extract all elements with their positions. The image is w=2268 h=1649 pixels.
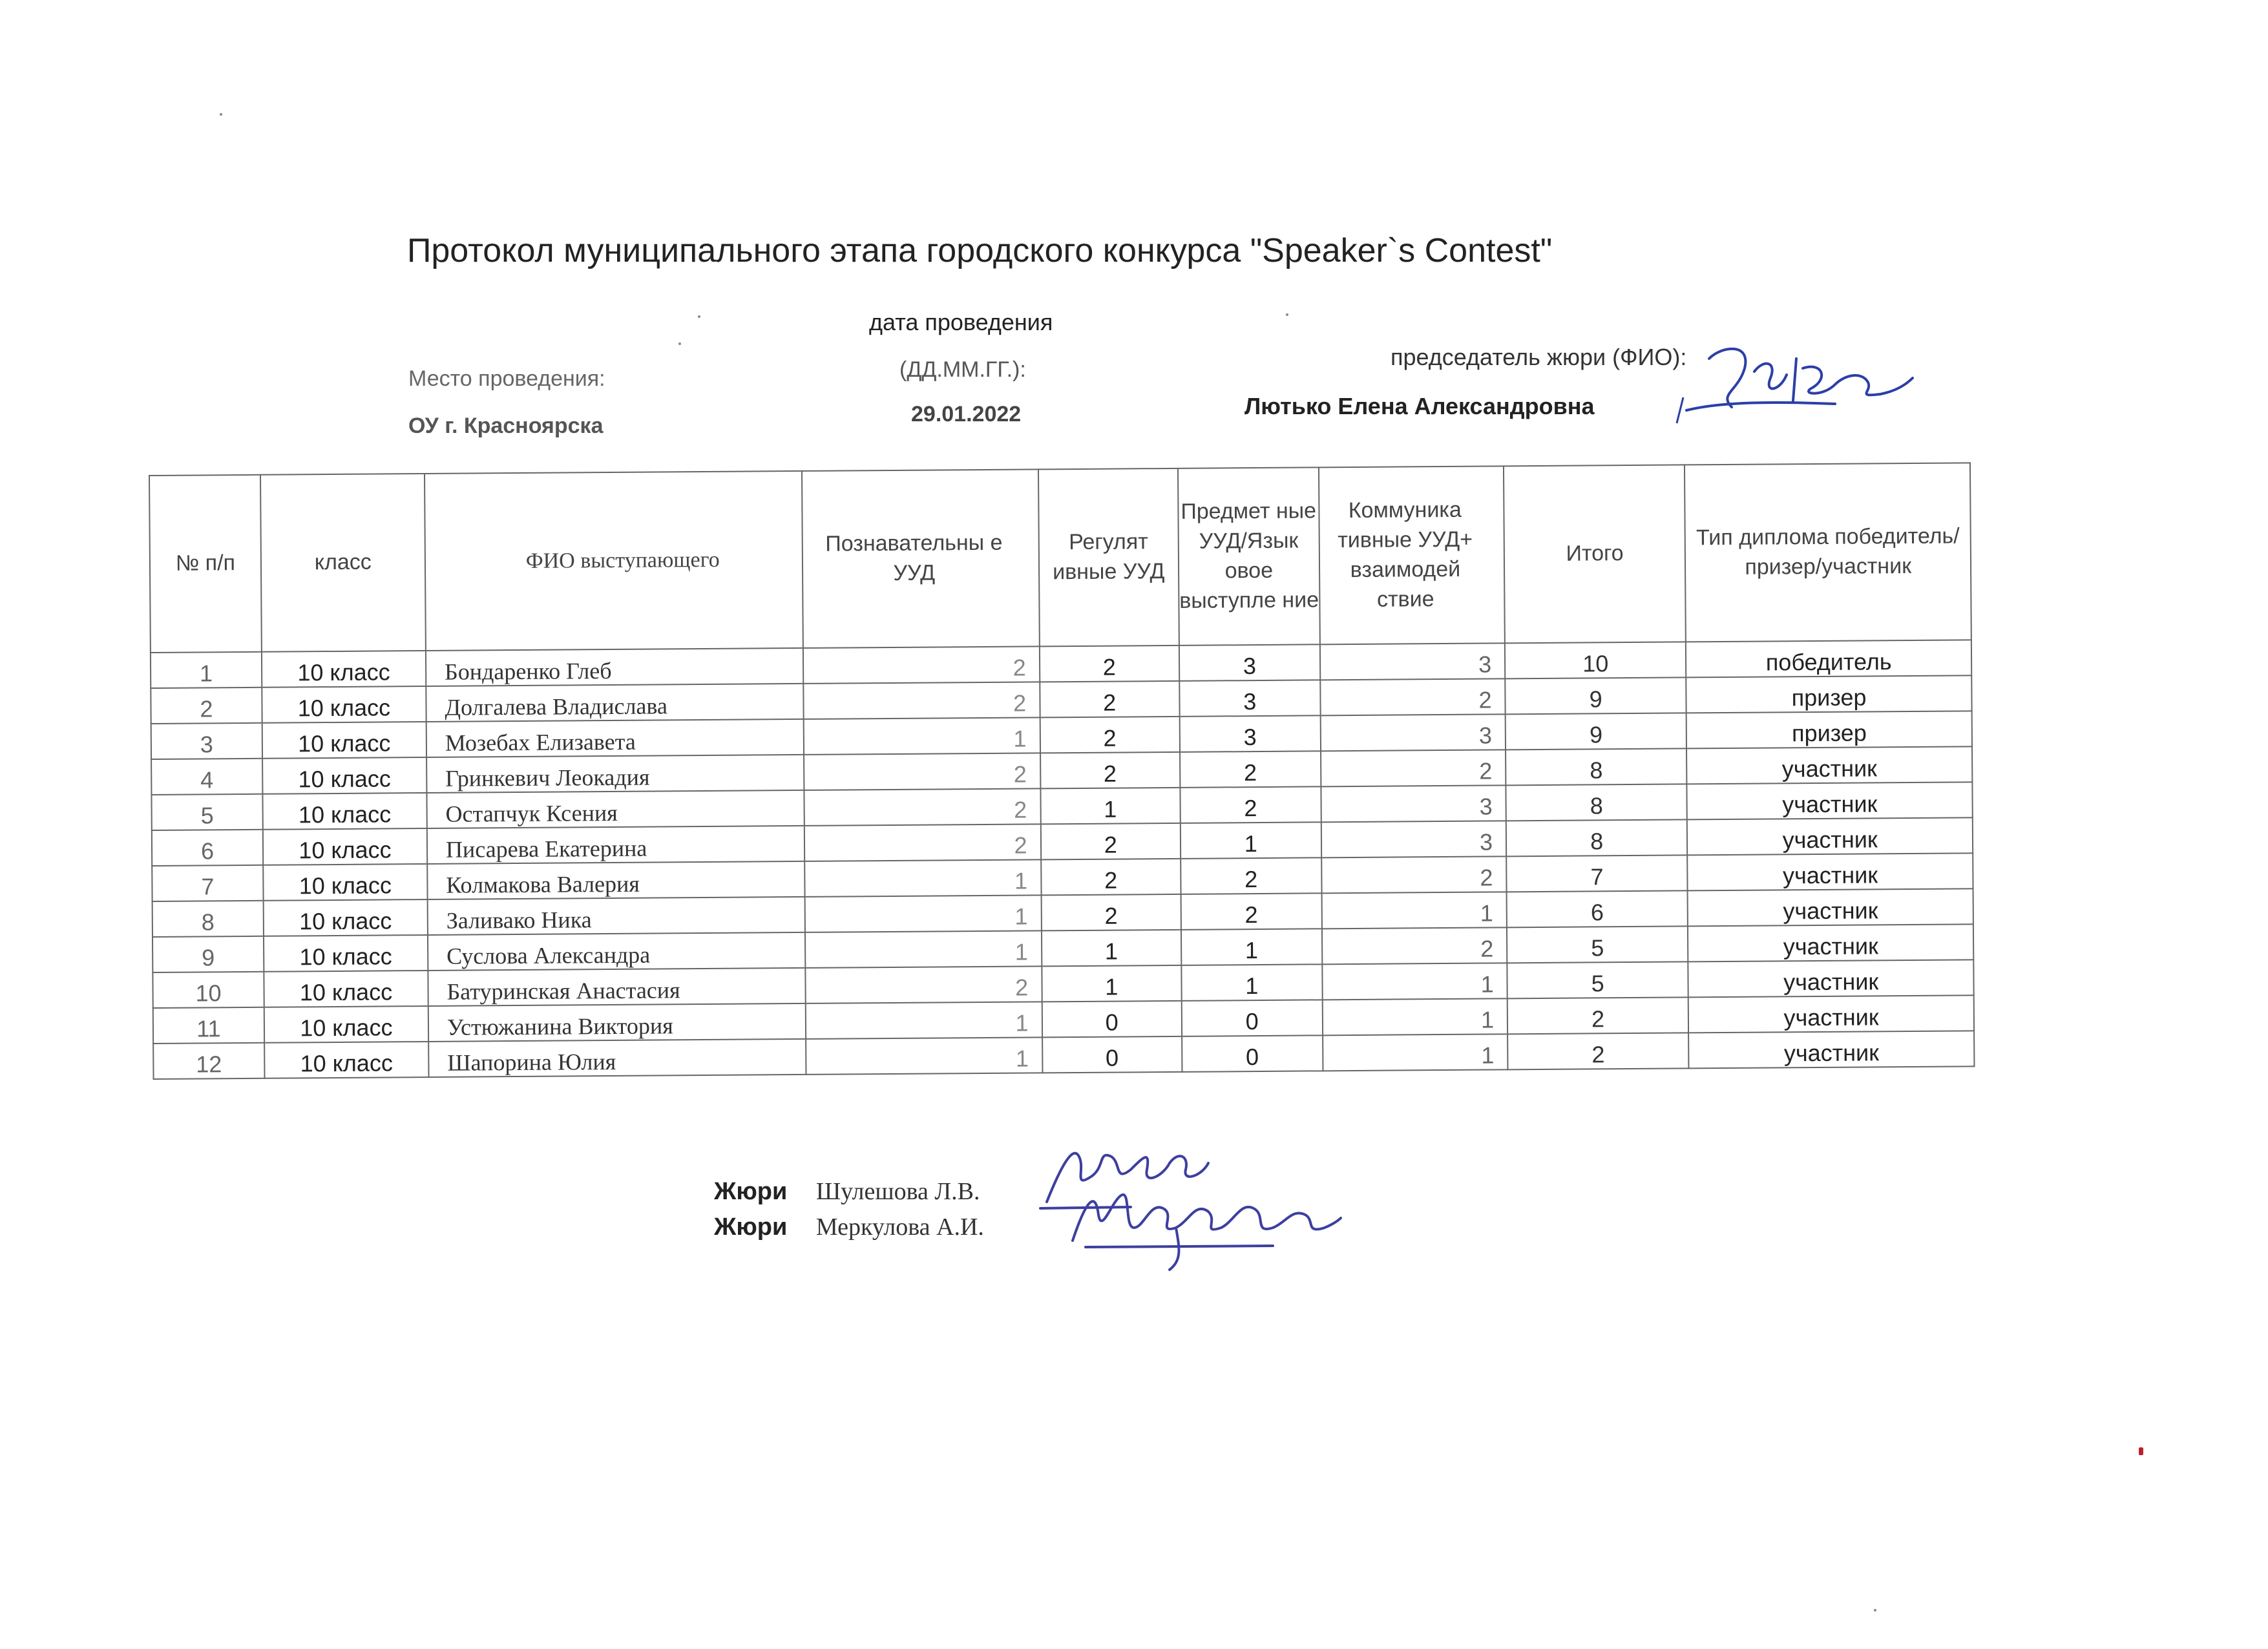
row-class: 10 класс	[263, 864, 427, 901]
score-cognitive: 2	[804, 824, 1041, 861]
jury-label: Жюри	[714, 1178, 788, 1205]
row-name: Батуринская Анастасия	[428, 968, 805, 1006]
scan-speck	[678, 342, 681, 345]
score-cognitive: 2	[804, 788, 1040, 826]
score-cognitive: 1	[806, 1037, 1042, 1075]
score-subject: 2	[1181, 893, 1321, 930]
event-date: 29.01.2022	[911, 402, 1022, 426]
score-total: 7	[1506, 855, 1688, 892]
document-title: Протокол муниципального этапа городского конкурса "Speaker`s Contest"	[407, 232, 1553, 269]
diploma-type: участник	[1687, 853, 1973, 890]
row-class: 10 класс	[263, 828, 427, 865]
row-name: Шапорина Юлия	[428, 1039, 806, 1077]
row-class: 10 класс	[264, 971, 428, 1007]
score-subject: 2	[1180, 751, 1321, 788]
score-regulatory: 2	[1040, 823, 1181, 860]
score-subject: 1	[1181, 964, 1322, 1001]
diploma-type: призер	[1686, 711, 1972, 748]
row-num: 9	[152, 936, 264, 972]
header-regulatory: Регулят ивные УУД	[1038, 468, 1179, 647]
row-name: Долгалева Владислава	[426, 684, 803, 722]
row-name: Остапчук Ксения	[426, 790, 804, 828]
row-class: 10 класс	[262, 757, 426, 794]
score-subject: 1	[1181, 929, 1322, 965]
score-communicative: 3	[1321, 821, 1506, 857]
score-communicative: 1	[1321, 892, 1507, 929]
scan-speck	[698, 315, 700, 318]
score-cognitive: 2	[803, 682, 1040, 719]
score-subject: 1	[1181, 822, 1321, 859]
row-num: 3	[151, 723, 262, 759]
score-total: 10	[1505, 642, 1686, 678]
score-total: 8	[1506, 819, 1688, 856]
score-cognitive: 1	[804, 859, 1041, 897]
score-subject: 2	[1181, 857, 1321, 894]
score-subject: 2	[1180, 786, 1321, 823]
score-total: 9	[1505, 677, 1686, 714]
score-cognitive: 1	[803, 717, 1040, 755]
header-total: Итого	[1504, 465, 1686, 643]
row-class: 10 класс	[264, 1042, 428, 1078]
venue-caption: Место проведения:	[408, 366, 605, 391]
row-class: 10 класс	[264, 935, 428, 972]
jury-member-name: Меркулова А.И.	[815, 1213, 984, 1241]
row-name: Писарева Екатерина	[427, 826, 804, 864]
score-regulatory: 2	[1041, 894, 1181, 931]
row-num: 2	[151, 688, 262, 724]
row-num: 5	[151, 794, 262, 830]
score-communicative: 3	[1320, 643, 1506, 680]
score-regulatory: 2	[1041, 859, 1181, 896]
scan-speck	[220, 113, 222, 116]
row-name: Устюжанина Виктория	[428, 1003, 806, 1042]
score-regulatory: 1	[1042, 965, 1182, 1002]
row-num: 7	[152, 865, 263, 901]
score-total: 8	[1506, 784, 1687, 821]
score-communicative: 2	[1322, 927, 1507, 964]
row-num: 12	[153, 1043, 264, 1079]
score-communicative: 1	[1322, 963, 1507, 1000]
score-regulatory: 2	[1039, 646, 1179, 682]
header-class: класс	[260, 474, 426, 652]
chair-signature	[1674, 333, 1919, 430]
score-communicative: 1	[1322, 998, 1507, 1035]
score-communicative: 2	[1320, 678, 1506, 715]
score-regulatory: 1	[1040, 788, 1181, 824]
row-name: Заливако Ника	[428, 897, 805, 935]
header-subject: Предмет ные УУД/Язык овое выступле ние	[1178, 467, 1320, 646]
date-format-label: (ДД.ММ.ГГ.):	[899, 357, 1026, 382]
row-name: Мозебах Елизавета	[426, 719, 804, 757]
score-total: 9	[1506, 713, 1687, 750]
score-total: 2	[1507, 997, 1689, 1034]
diploma-type: участник	[1687, 817, 1973, 855]
row-num: 8	[152, 901, 264, 937]
diploma-type: участник	[1687, 782, 1973, 819]
scan-speck	[1874, 1609, 1876, 1612]
header-num: № п/п	[149, 475, 262, 653]
jury-signature-2	[1060, 1163, 1344, 1273]
score-regulatory: 0	[1042, 1001, 1182, 1038]
row-class: 10 класс	[262, 793, 426, 830]
row-num: 1	[151, 652, 262, 688]
score-subject: 0	[1182, 1000, 1323, 1036]
scan-speck	[2139, 1447, 2143, 1455]
score-regulatory: 2	[1040, 681, 1180, 718]
row-class: 10 класс	[262, 722, 426, 759]
row-name: Бондаренко Глеб	[426, 648, 803, 686]
score-total: 6	[1507, 890, 1688, 927]
header-diploma: Тип диплома победитель/ призер/участник	[1685, 463, 1971, 642]
score-regulatory: 0	[1042, 1036, 1182, 1073]
scan-speck	[1286, 313, 1288, 316]
score-cognitive: 1	[805, 930, 1042, 968]
score-subject: 3	[1179, 644, 1320, 681]
score-subject: 3	[1179, 715, 1320, 752]
jury-chair-caption: председатель жюри (ФИО):	[1391, 344, 1687, 370]
diploma-type: победитель	[1686, 640, 1971, 677]
score-communicative: 1	[1323, 1034, 1508, 1071]
row-num: 11	[153, 1007, 264, 1044]
row-name: Гринкевич Леокадия	[426, 755, 804, 793]
score-regulatory: 2	[1040, 752, 1181, 789]
row-num: 10	[152, 972, 264, 1008]
score-total: 8	[1506, 748, 1687, 785]
diploma-type: участник	[1688, 888, 1973, 926]
row-name: Колмакова Валерия	[427, 861, 804, 899]
diploma-type: участник	[1688, 995, 1974, 1033]
header-name: ФИО выступающего	[425, 471, 803, 651]
jury-line-2	[714, 1213, 984, 1241]
score-communicative: 3	[1320, 714, 1506, 751]
score-cognitive: 2	[805, 966, 1042, 1003]
diploma-type: участник	[1688, 960, 1974, 997]
score-cognitive: 1	[804, 895, 1041, 932]
score-communicative: 3	[1321, 785, 1506, 822]
score-total: 5	[1507, 926, 1688, 963]
jury-label: Жюри	[714, 1213, 788, 1241]
results-table	[149, 462, 1975, 1080]
score-total: 2	[1507, 1033, 1689, 1069]
row-num: 4	[151, 759, 262, 795]
score-regulatory: 1	[1042, 930, 1182, 967]
score-cognitive: 2	[803, 646, 1040, 684]
diploma-type: участник	[1688, 1031, 1974, 1068]
score-cognitive: 2	[804, 753, 1040, 790]
score-total: 5	[1507, 961, 1688, 998]
venue-value: ОУ г. Красноярска	[408, 414, 604, 438]
date-caption: дата проведения	[869, 309, 1053, 335]
table-header-row	[149, 463, 1971, 653]
score-subject: 0	[1182, 1035, 1323, 1072]
diploma-type: участник	[1688, 924, 1973, 961]
row-num: 6	[152, 830, 263, 866]
jury-chair-name: Лютько Елена Александровна	[1244, 393, 1595, 419]
diploma-type: участник	[1686, 746, 1972, 784]
score-communicative: 2	[1321, 750, 1506, 786]
row-class: 10 класс	[262, 651, 426, 688]
header-cognitive: Познавательны е УУД	[802, 469, 1040, 648]
jury-line-1	[714, 1177, 980, 1206]
row-class: 10 класс	[262, 686, 426, 723]
score-subject: 3	[1179, 680, 1320, 717]
score-communicative: 2	[1321, 856, 1507, 893]
diploma-type: призер	[1686, 675, 1971, 713]
score-regulatory: 2	[1040, 717, 1180, 753]
header-communicative: Коммуника тивные УУД+ взаимодей ствие	[1319, 466, 1505, 644]
row-class: 10 класс	[264, 1006, 428, 1043]
score-cognitive: 1	[805, 1002, 1042, 1039]
jury-member-name: Шулешова Л.В.	[815, 1178, 980, 1205]
row-name: Суслова Александра	[428, 932, 805, 971]
row-class: 10 класс	[263, 899, 427, 936]
